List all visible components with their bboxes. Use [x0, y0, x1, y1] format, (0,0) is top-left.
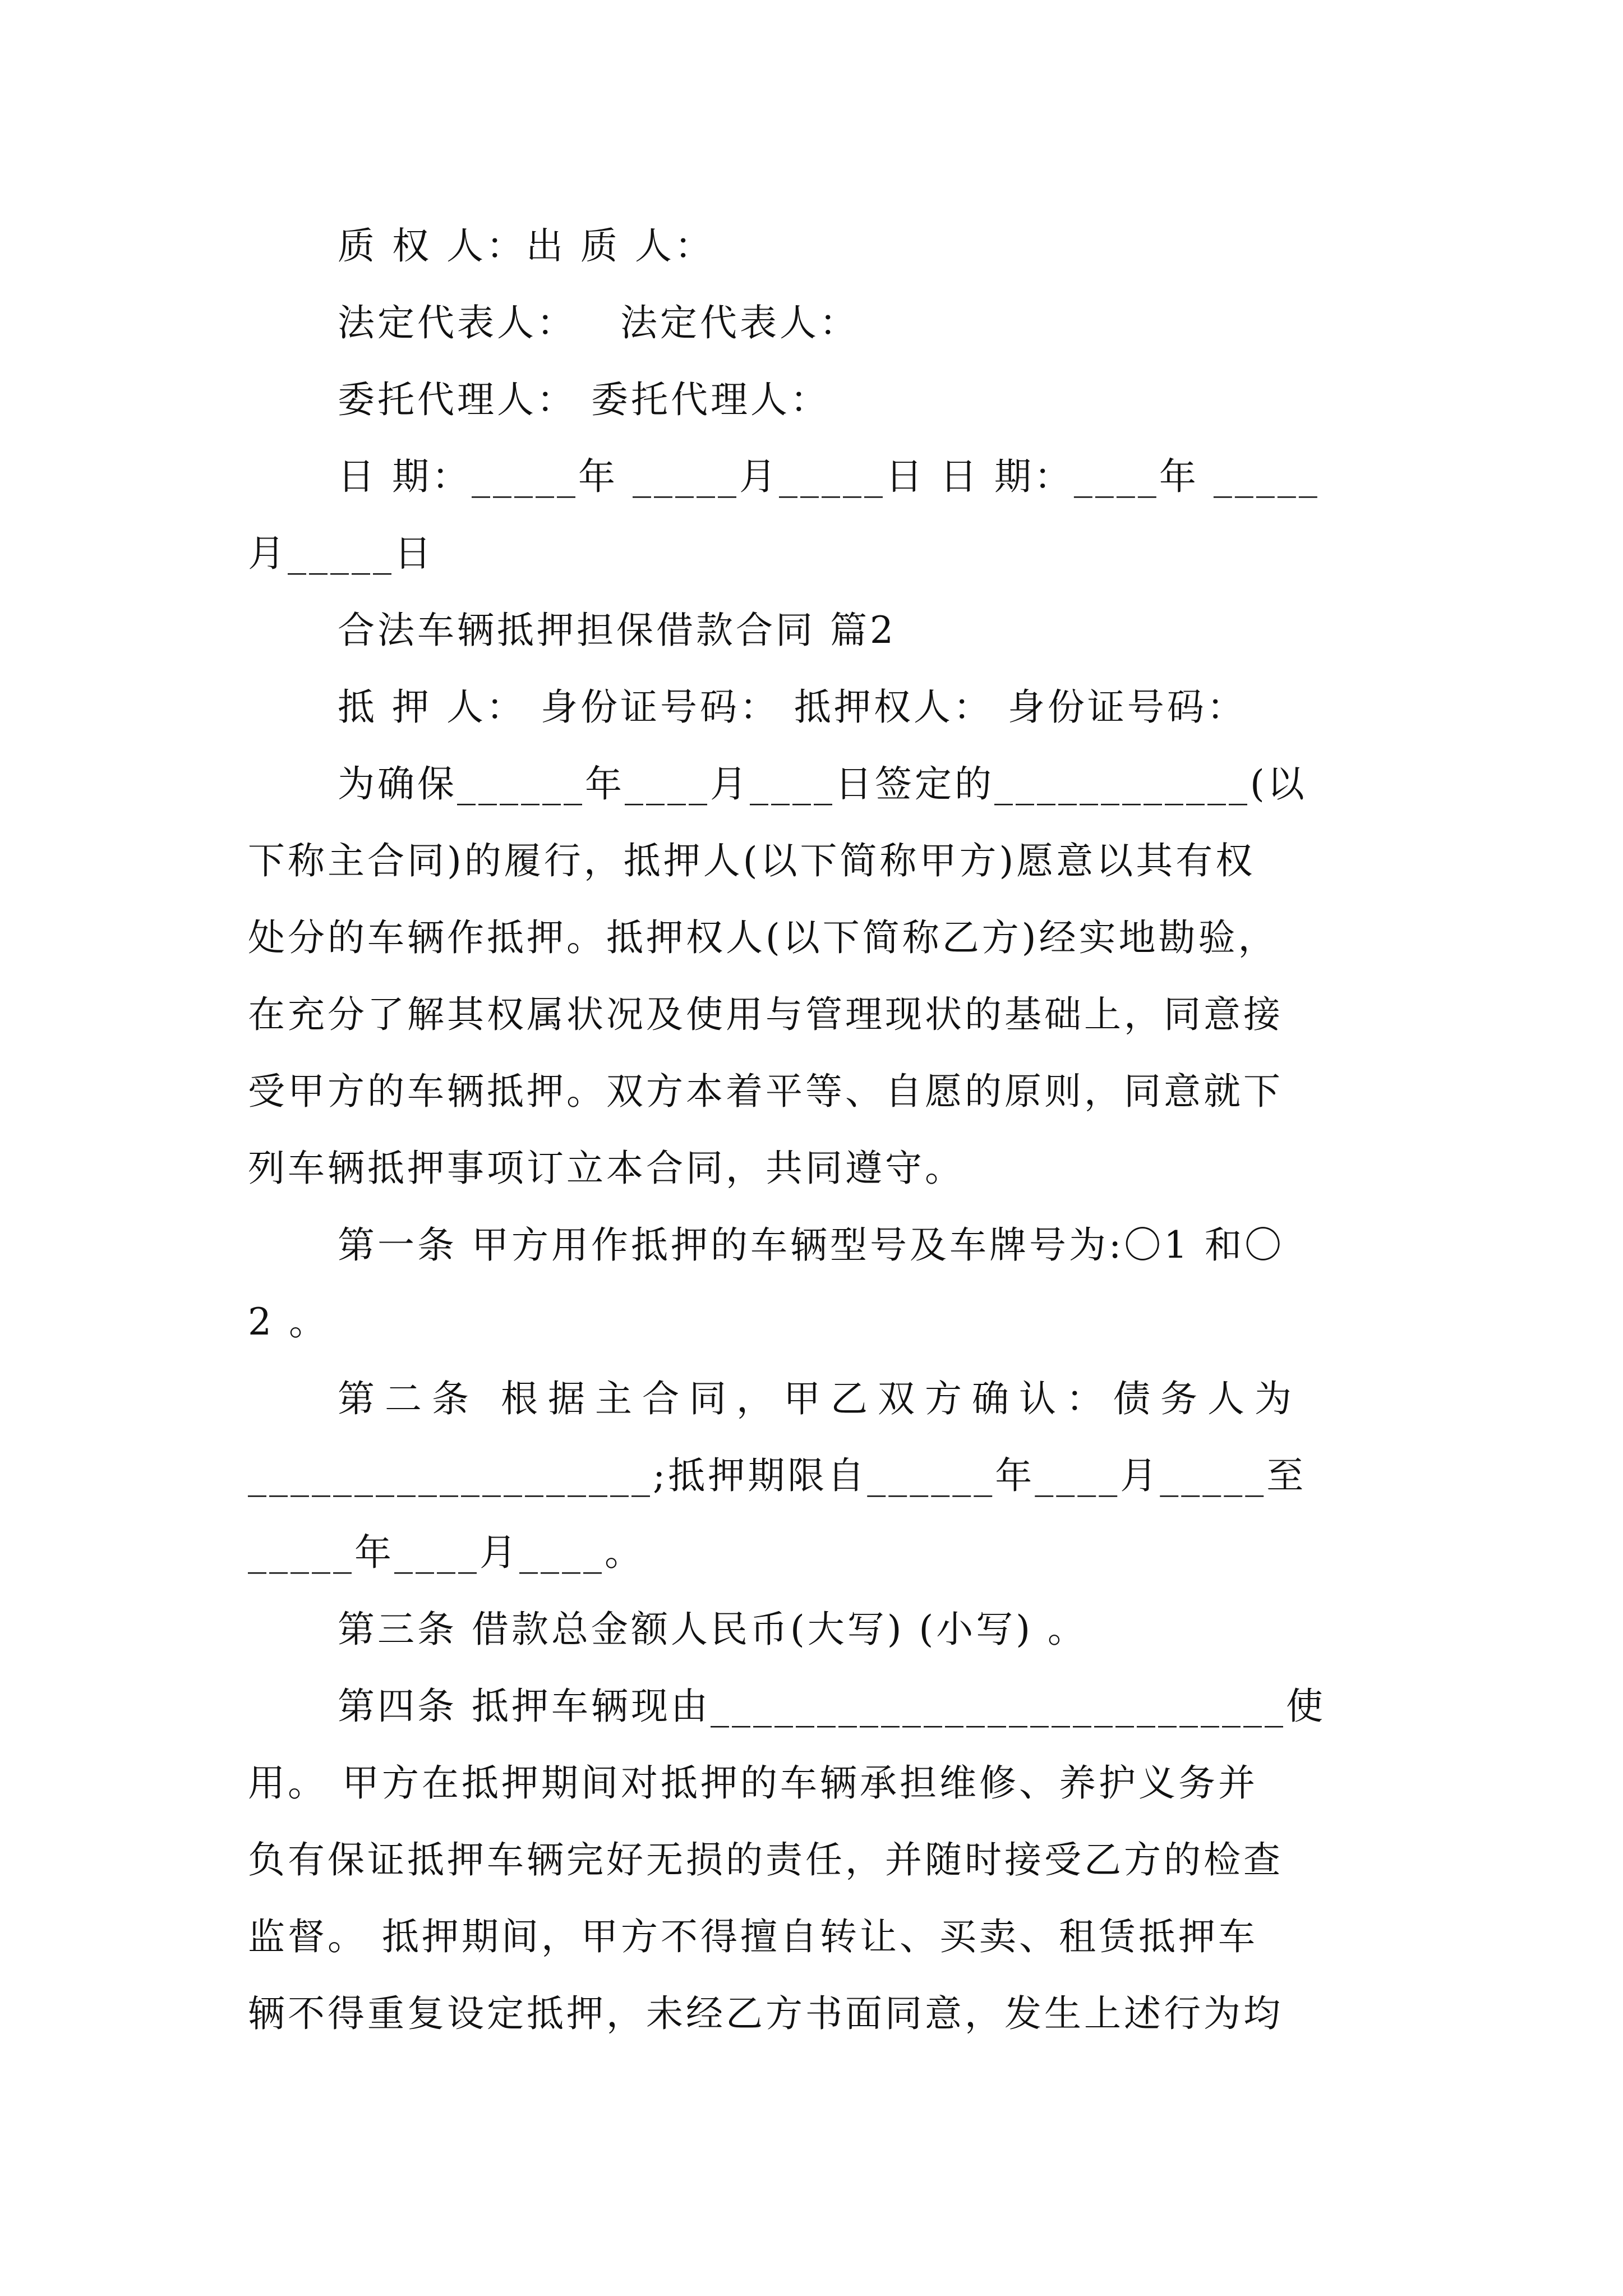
article-4-line-continued: 负有保证抵押车辆完好无损的责任，并随时接受乙方的检查: [248, 1838, 1283, 1881]
paragraph-line: 受甲方的车辆抵押。双方本着平等、自愿的原则，同意就下: [248, 1070, 1283, 1113]
date-line-continued: 月_____日: [248, 532, 434, 575]
article-4-line-continued: 监督。 抵押期间，甲方不得擅自转让、买卖、租赁抵押车: [248, 1915, 1258, 1958]
pledgee-pledgor-line: 质 权 人：出 质 人：: [338, 224, 714, 268]
paragraph-line: 下称主合同)的履行，抵押人(以下简称甲方)愿意以其有权: [248, 839, 1256, 882]
paragraph-line: 在充分了解其权属状况及使用与管理现状的基础上，同意接: [248, 993, 1283, 1036]
authorized-agent-line: 委托代理人： 委托代理人：: [338, 378, 830, 421]
paragraph-line: 列车辆抵押事项订立本合同，共同遵守。: [248, 1147, 965, 1190]
date-line: 日 期：_____年 _____月_____日 日 期：____年 _____: [338, 455, 1320, 498]
article-2-line: 第二条 根据主合同，甲乙双方确认：债务人为: [338, 1377, 1302, 1420]
paragraph-line: 处分的车辆作抵押。抵押权人(以下简称乙方)经实地勘验，: [248, 916, 1278, 959]
article-2-line-continued: _____年____月____。: [248, 1531, 644, 1574]
article-1-line-continued: 2 。: [248, 1300, 329, 1343]
legal-representative-line: 法定代表人： 法定代表人：: [338, 301, 859, 344]
section-heading: 合法车辆抵押担保借款合同 篇2: [338, 609, 896, 652]
article-2-line-continued: ___________________;抵押期限自______年____月_____至: [248, 1454, 1307, 1497]
parties-id-line: 抵 押 人： 身份证号码： 抵押权人： 身份证号码：: [338, 685, 1247, 729]
paragraph-line: 为确保______年____月____日签定的____________(以: [338, 762, 1307, 806]
article-4-line-continued: 辆不得重复设定抵押，未经乙方书面同意，发生上述行为均: [248, 1992, 1283, 2035]
document-body: [248, 208, 1398, 2052]
article-4-line-continued: 用。 甲方在抵押期间对抵押的车辆承担维修、养护义务并: [248, 1761, 1258, 1805]
article-4-line: 第四条 抵押车辆现由___________________________使: [338, 1685, 1326, 1728]
article-1-line: 第一条 甲方用作抵押的车辆型号及车牌号为:〇1 和〇: [338, 1223, 1285, 1267]
article-3-line: 第三条 借款总金额人民币(大写) (小写) 。: [338, 1608, 1087, 1651]
